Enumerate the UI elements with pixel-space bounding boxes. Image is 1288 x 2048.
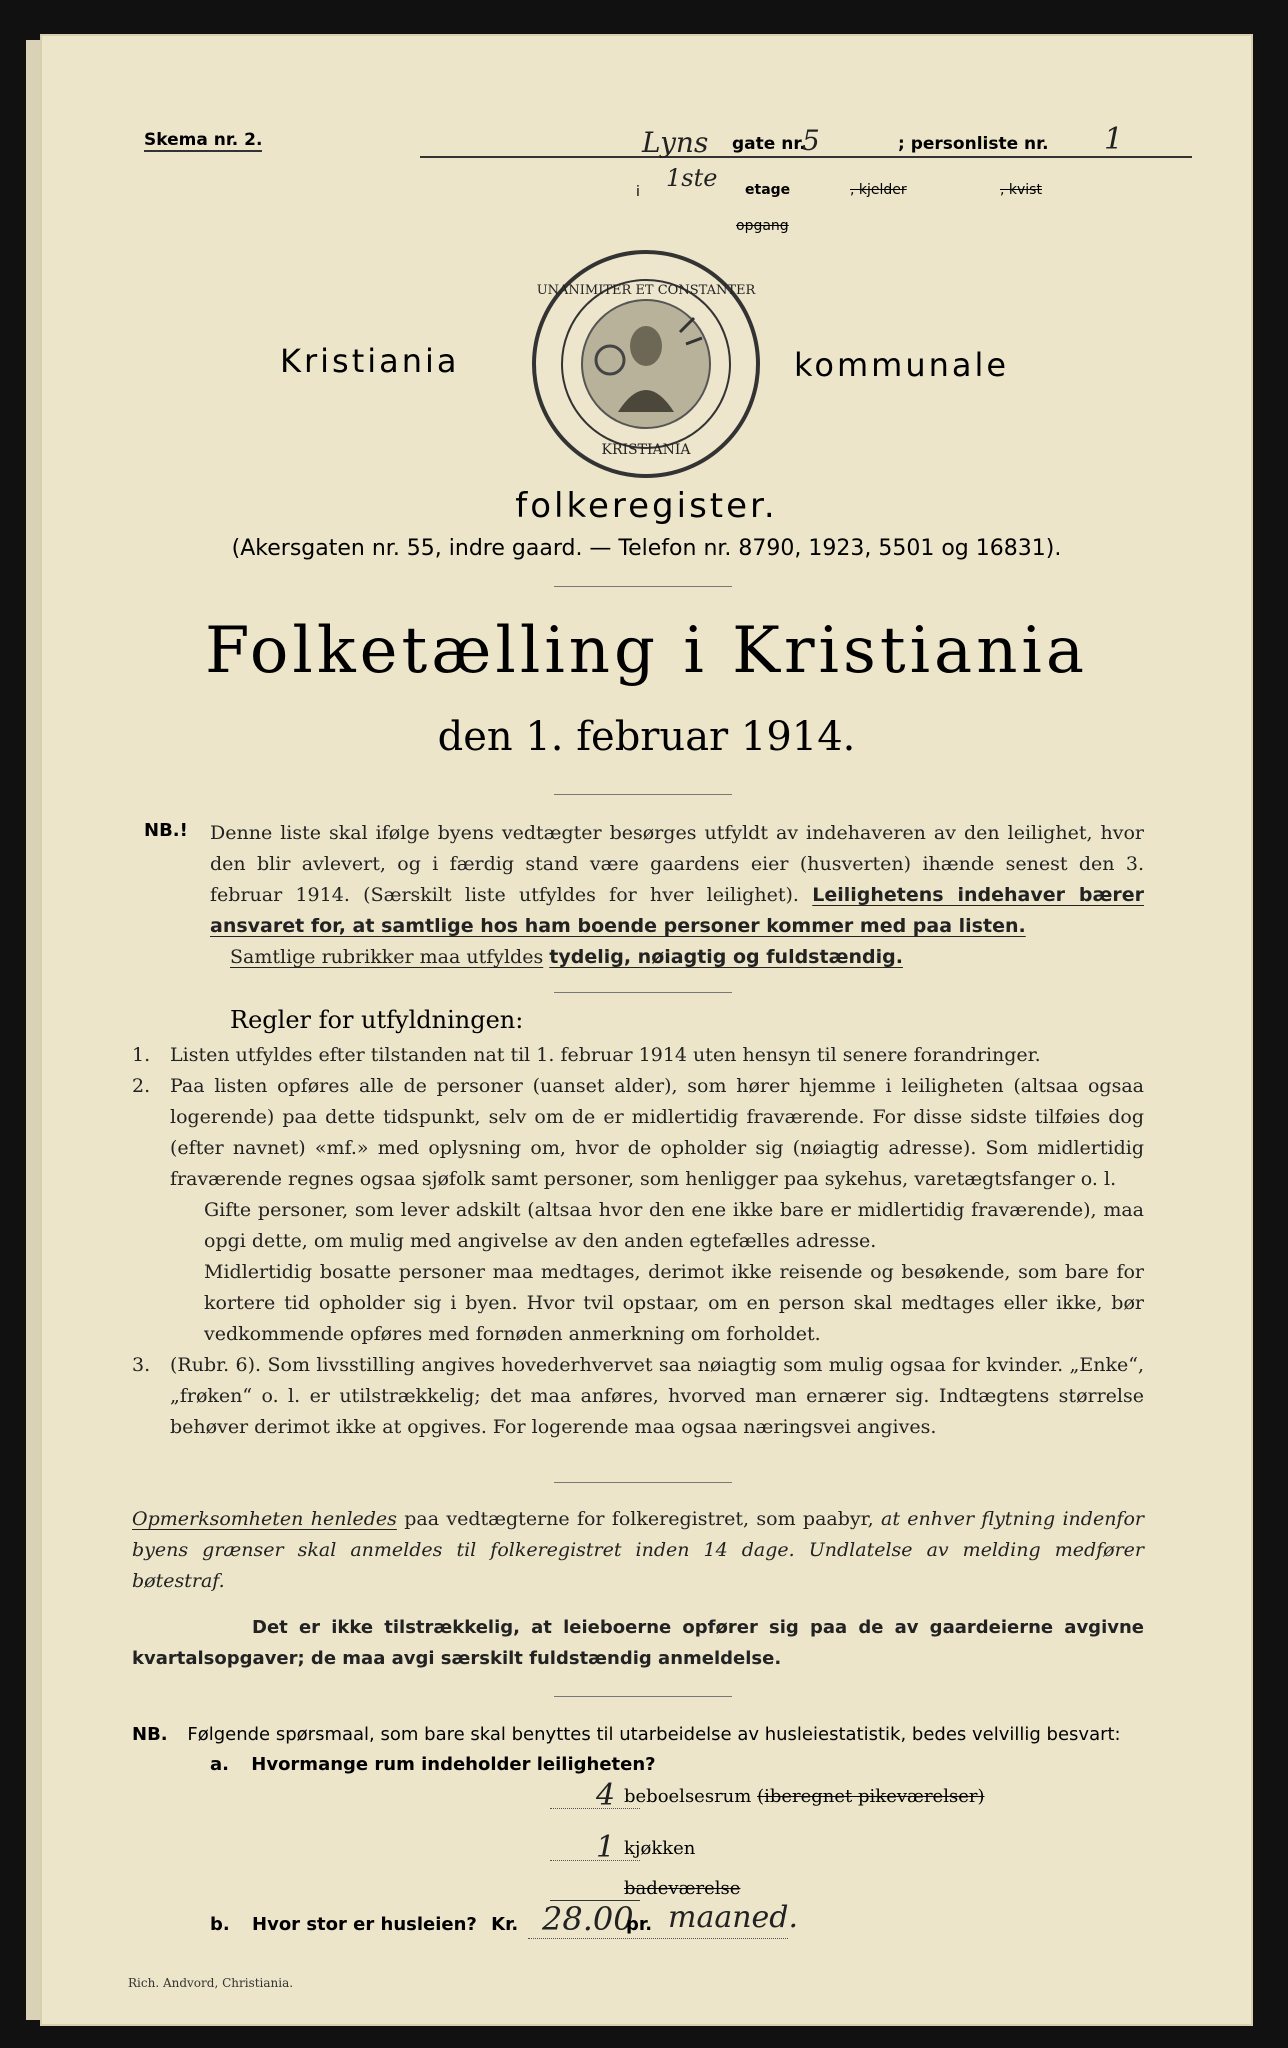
rent-question: b. Hvor stor er husleien? Kr. [210,1914,519,1935]
rule-2-residents: Midlertidig bosatte personer maa medtages, derimot ikke reisende og besøkende, som bare for kortere tid opholder sig i byen. Hvor tvil opstaar, om en person skal medtages eller ikke, bør vedkommende opføres med fornøden anmerkning om forholdet. [204,1261,1144,1345]
municipal-label: kommunale [794,346,1010,384]
gate-label: gate nr. [732,134,806,154]
rule-2: 2. Paa listen opføres alle de personer (uanset alder), som hører hjemme i leiligheten (altsaa ogsaa logerende) paa dette tidspunkt, selv om de er midlertidig fraværende. For disse sidste tilføies dog (efter navnet) «mf.» med oplysning om, hvor de opholder sig (nøiagtig adresse). Som midlertidig fraværende regnes ogsaa sjøfolk samt personer, som henligger paa sykehus, varetægtsfanger o. l. [132,1075,1144,1190]
page-title: Folketælling i Kristiania [204,614,1089,688]
notice-completeness: Samtlige rubrikker maa utfyldes tydelig, nøiagtig og fuldstændig. [230,946,903,968]
gate-number-value: 5 [802,124,820,157]
kitchen-value: 1 [596,1830,616,1865]
rule-2-married: Gifte personer, som lever adskilt (altsaa hvor den ene ikke bare er midlertidig fraværende), maa opgi dette, om mulig med angivelse av den anden egtefælles adresse. [204,1199,1144,1252]
rent-amount: 28.00 [542,1900,634,1938]
rooms-question: a. Hvormange rum indeholder leiligheten? [210,1754,656,1775]
attention-note: Det er ikke tilstrækkelig, at leieboerne opfører sig paa de av gaardeierne avgivne kvartalsopgaver; de maa avgi særskilt fuldstændig anmeldelse. [132,1617,1144,1669]
basement-option: , kjelder [850,182,907,198]
statistics-note: NB. Følgende spørsmaal, som bare skal benyttes til utarbeidelse av husleiestatistik, bedes velvillig besvart: [132,1724,1121,1745]
kitchen-label: kjøkken [624,1838,696,1859]
bathroom-label: badeværelse [624,1878,741,1899]
person-list-value: 1 [1104,122,1124,157]
rooms-value: 4 [596,1778,616,1813]
rules-list [132,1040,1144,1443]
attic-option: , kvist [1000,182,1042,198]
rooms-label: beboelsesrum (iberegnet pikeværelser) [624,1786,985,1807]
rule-3: 3. (Rubr. 6). Som livsstilling angives hovederhvervet saa nøiagtig som mulig ogsaa for kvinder. „Enke“, „frøken“ o. l. er utilstrækkelig; det maa anføres, hvorved man ernærer sig. Indtægtens størrelse behøver derimot ikke at opgives. For logerende maa ogsaa næringsvei angives. [132,1354,1144,1438]
floor-label: etage [745,182,791,198]
census-form: Skema nr. 2. Lyns gate nr. 5 ; personliste nr. 1 i 1ste etage , kjelder , kvist opgang Kristiania kommunale UNANIMITER ET CONSTANTER KRISTIANIA folkeregister. (Akersgaten nr. 55, indre gaard. — Telefon nr. 8790, 1923, 5501 og 16831). Folketælling i Kristiania den 1. februar 1914. NB.! Denne liste skal ifølge byens vedtægter besørges utfyldt av indehaveren av den leilighet, hvor den blir avlevert, og i færdig stand være gaardens eier (husverten) ihænde senest den 3. februar 1914. (Særskilt liste utfyldes for hver leilighet). Leilighetens indehaver bærer ansvaret for, at samtlige hos ham boende personer kommer med paa listen. Samtlige rubrikker maa utfyldes tydelig, nøiagtig og fuldstændig. Regler for utfyldningen: 1. Listen utfyldes efter tilstanden nat til 1. februar 1914 uten hensyn til senere forandringer. 2. Paa listen opføres alle de personer (uanset alder), som hører hjemme i leiligheten (altsaa ogsaa logerende) paa dette tidspunkt, selv om de er midlertidig fraværende. For disse sidste tilføies dog (efter navnet) «mf.» med oplysning om, hvor de opholder sig (nøiagtig adresse). Som midlertidig fraværende regnes ogsaa sjøfolk samt personer, som henligger paa sykehus, varetægtsfanger o. l. Gifte personer, som lever adskilt (altsaa hvor den ene ikke bare er midlertidig fraværende), maa opgi dette, om mulig med angivelse av den anden egtefælles adresse. Midlertidig bosatte personer maa medtages, derimot ikke reisende og besøkende, som bare for kortere tid opholder sig i byen. Hvor tvil opstaar, om en person skal medtages eller ikke, bør vedkommende opføres med fornøden anmerkning om forholdet. 3. (Rubr. 6). Som livsstilling angives hovederhvervet saa nøiagtig som mulig ogsaa for kvinder. „Enke“, „frøken“ o. l. er utilstrækkelig; det maa anføres, hvorved man ernærer sig. Indtægtens størrelse behøver derimot ikke at opgives. For logerende maa ogsaa næringsvei angives. Opmerksomheten henledes paa vedtægterne for folkeregistret, som paabyr, at enhver flytning indenfor byens grænser skal anmeldes til folkeregistret inden 14 dage. Undlatelse av melding medfører bøtestraf. Det er ikke tilstrækkelig, at leieboerne opfører sig paa de av gaardeierne avgivne kvartalsopgaver; de maa avgi særskilt fuldstændig anmeldelse. NB. Følgende spørsmaal, som bare skal benyttes til utarbeidelse av husleiestatistik, bedes velvillig besvart: a. Hvormange rum indeholder leiligheten? 4 beboelsesrum (iberegnet pikeværelser) 1 kjøkken badeværelse b. Hvor stor er husleien? Kr. 28.00 pr. maaned. Rich. Andvord, Christiania. [40,34,1253,2026]
entrance-option: opgang [736,218,789,234]
city-name: Kristiania [280,342,460,380]
attention-text: Opmerksomheten henledes paa vedtægterne for folkeregistret, som paabyr, at enhver flytning indenfor byens grænser skal anmeldes til folkeregistret inden 14 dage. Undlatelse av melding medfører bøtestraf. [132,1508,1144,1592]
city-seal-icon [530,248,762,480]
notice-text: Denne liste skal ifølge byens vedtægter besørges utfyldt av indehaveren av den leilighet, hvor den blir avlevert, og i færdig stand være gaardens eier (husverten) ihænde senest den 3. februar 1914. (Særskilt liste utfyldes for hver leilighet). Leilighetens indehaver bærer ansvaret for, at samtlige hos ham boende personer kommer med paa listen. [210,822,1144,937]
rule-1: 1. Listen utfyldes efter tilstanden nat til 1. februar 1914 uten hensyn til senere forandringer. [132,1044,1041,1066]
schema-number: Skema nr. 2. [144,130,263,150]
printer-imprint: Rich. Andvord, Christiania. [128,1976,294,1990]
street-value: Lyns [642,126,709,159]
registry-address: (Akersgaten nr. 55, indre gaard. — Telefon nr. 8790, 1923, 5501 og 16831). [231,536,1062,561]
svg-text:UNANIMITER ET CONSTANTER: UNANIMITER ET CONSTANTER [536,283,756,298]
rent-period: maaned. [668,1900,799,1935]
floor-value: 1ste [666,164,718,192]
svg-text:KRISTIANIA: KRISTIANIA [601,442,691,458]
census-date: den 1. februar 1914. [437,714,856,760]
registry-name: folkeregister. [515,486,778,526]
person-list-label: ; personliste nr. [898,134,1049,154]
rules-heading: Regler for utfyldningen: [230,1006,524,1034]
